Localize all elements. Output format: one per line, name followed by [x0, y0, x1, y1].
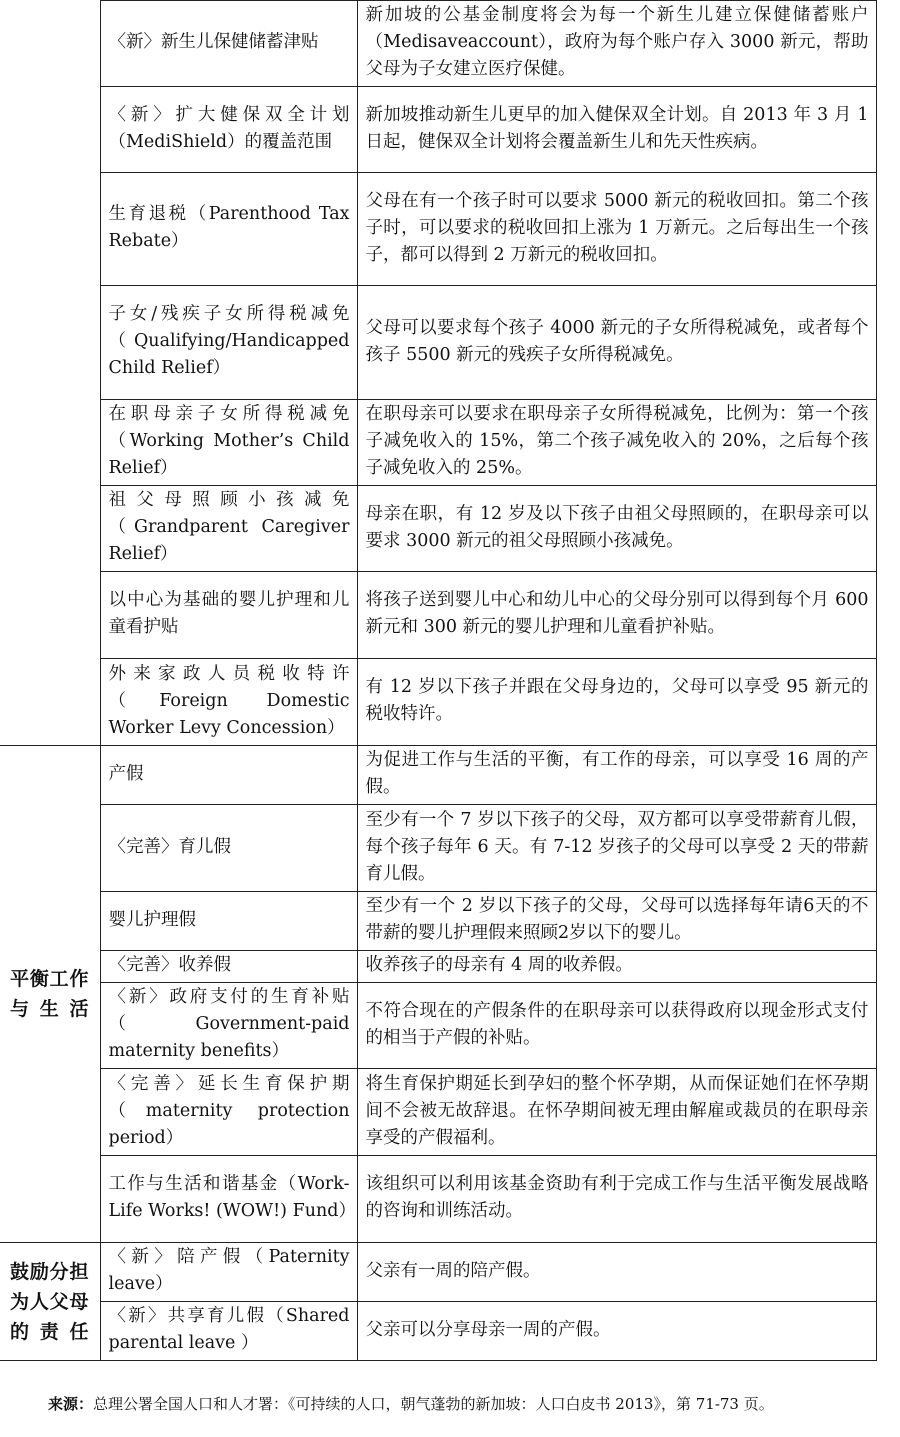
policy-description: 不符合现在的产假条件的在职母亲可以获得政府以现金形式支付的相当于产假的补贴。 — [357, 983, 876, 1069]
table-row — [0, 87, 876, 173]
table-row — [0, 1243, 876, 1302]
policy-description: 至少有一个 2 岁以下孩子的父母，父母可以选择每年请6天的不带薪的婴儿护理假来照顾2岁以下的婴儿。 — [357, 892, 876, 951]
policy-name: 〈完善〉收养假 — [100, 951, 357, 983]
category-balance-work-life: 平衡工作与生活 — [0, 746, 100, 1243]
policy-name: 工作与生活和谐基金（Work-Life Works! (WOW!) Fund） — [100, 1156, 357, 1243]
policy-description: 母亲在职，有 12 岁及以下孩子由祖父母照顾的，在职母亲可以要求 3000 新元的祖父母照顾小孩减免。 — [357, 486, 876, 572]
table-row — [0, 951, 876, 983]
policy-description: 父母在有一个孩子时可以要求 5000 新元的税收回扣。第二个孩子时，可以要求的税收回扣上涨为 1 万新元。之后每出生一个孩子，都可以得到 2 万新元的税收回扣。 — [357, 173, 876, 286]
policy-description: 父亲可以分享母亲一周的产假。 — [357, 1302, 876, 1361]
table-row — [0, 805, 876, 892]
source-note — [10, 1392, 866, 1416]
policy-description: 将生育保护期延长到孕妇的整个怀孕期，从而保证她们在怀孕期间不会被无故辞退。在怀孕期间被无理由解雇或裁员的在职母亲享受的产假福利。 — [357, 1069, 876, 1156]
policy-name: 生育退税（Parenthood Tax Rebate） — [100, 173, 357, 286]
table-row — [0, 486, 876, 572]
table-row — [0, 983, 876, 1069]
policy-name: 〈新〉政府支付的生育补贴（Government-paid maternity benefits） — [100, 983, 357, 1069]
table-row — [0, 572, 876, 659]
policy-name: 〈完善〉育儿假 — [100, 805, 357, 892]
policy-name: 子女/残疾子女所得税减免（Qualifying/Handicapped Child Relief） — [100, 286, 357, 400]
policy-description: 有 12 岁以下孩子并跟在父母身边的，父母可以享受 95 新元的税收特许。 — [357, 659, 876, 746]
policy-name: 婴儿护理假 — [100, 892, 357, 951]
policy-name: 〈新〉新生儿保健储蓄津贴 — [100, 1, 357, 87]
table-row — [0, 892, 876, 951]
policy-description: 收养孩子的母亲有 4 周的收养假。 — [357, 951, 876, 983]
policy-name: 以中心为基础的婴儿护理和儿童看护贴 — [100, 572, 357, 659]
table-row — [0, 659, 876, 746]
policy-name: 〈新〉扩大健保双全计划（MediShield）的覆盖范围 — [100, 87, 357, 173]
table-row — [0, 1069, 876, 1156]
source-text: 总理公署全国人口和人才署：《可持续的人口，朝气蓬勃的新加坡：人口白皮书 2013》，第 71-73 页。 — [93, 1395, 774, 1413]
source-label: 来源： — [48, 1395, 94, 1413]
policy-name: 产假 — [100, 746, 357, 805]
category-shared-parenting: 鼓励分担为人父母的责任 — [0, 1243, 100, 1361]
table-row — [0, 400, 876, 486]
table-row — [0, 173, 876, 286]
policy-description: 新加坡推动新生儿更早的加入健保双全计划。自 2013 年 3 月 1 日起，健保双全计划将会覆盖新生儿和先天性疾病。 — [357, 87, 876, 173]
policy-name: 〈新〉共享育儿假（Shared parental leave ） — [100, 1302, 357, 1361]
policy-name: 祖父母照顾小孩减免（Grandparent Caregiver Relief） — [100, 486, 357, 572]
table-row — [0, 286, 876, 400]
policy-description: 为促进工作与生活的平衡，有工作的母亲，可以享受 16 周的产假。 — [357, 746, 876, 805]
policy-description: 父母可以要求每个孩子 4000 新元的子女所得税减免，或者每个孩子 5500 新元的残疾子女所得税减免。 — [357, 286, 876, 400]
table-row — [0, 1, 876, 87]
policy-description: 将孩子送到婴儿中心和幼儿中心的父母分别可以得到每个月 600 新元和 300 新元的婴儿护理和儿童看护补贴。 — [357, 572, 876, 659]
policy-name: 在职母亲子女所得税减免（Working Mother’s Child Relief） — [100, 400, 357, 486]
policy-name: 〈新〉陪产假（Paternity leave） — [100, 1243, 357, 1302]
policy-description: 父亲有一周的陪产假。 — [357, 1243, 876, 1302]
policy-name: 〈完善〉延长生育保护期（maternity protection period） — [100, 1069, 357, 1156]
table-row — [0, 1156, 876, 1243]
table-row — [0, 746, 876, 805]
policy-description: 该组织可以利用该基金资助有利于完成工作与生活平衡发展战略的咨询和训练活动。 — [357, 1156, 876, 1243]
policy-description: 至少有一个 7 岁以下孩子的父母，双方都可以享受带薪育儿假，每个孩子每年 6 天。有 7-12 岁孩子的父母可以享受 2 天的带薪育儿假。 — [357, 805, 876, 892]
policy-name: 外来家政人员税收特许（Foreign Domestic Worker Levy Concession） — [100, 659, 357, 746]
policy-description: 新加坡的公基金制度将会为每一个新生儿建立保健储蓄账户（Medisaveaccount），政府为每个账户存入 3000 新元，帮助父母为子女建立医疗保健。 — [357, 1, 876, 87]
policy-description: 在职母亲可以要求在职母亲子女所得税减免，比例为：第一个孩子减免收入的 15%，第二个孩子减免收入的 20%，之后每个孩子减免收入的 25%。 — [357, 400, 876, 486]
table-row — [0, 1302, 876, 1361]
category-cell-empty — [0, 1, 100, 746]
